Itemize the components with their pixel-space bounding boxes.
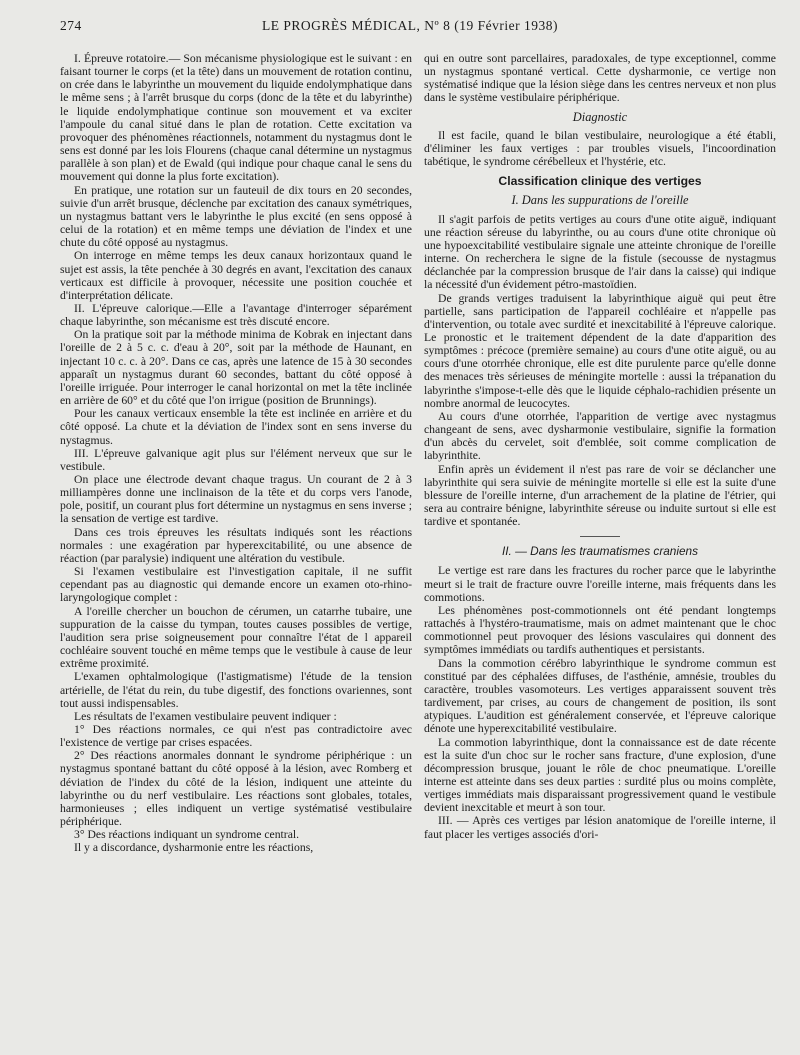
paragraph: Il s'agit parfois de petits vertiges au cours d'une otite aiguë, indiquant une réaction séreuse du labyrinthe, ou au cours d'une otite chronique où une hypoexcitabilité vestibulaire signale une atteinte chronique de l'oreille interne. On recherchera le signe de la fistule (secousse de nystagmus déclanchée par la compression brusque de l'air dans la caisse) qui indique la nécessité d'un évidement pétro-mastoïdien. (424, 212, 776, 292)
paragraph: Au cours d'une otorrhée, l'apparition de vertige avec nystagmus changeant de sens, avec dysharmonie vestibulaire, signifie la formation d'un abcès du cervelet, soit d'emblée, soit comme complication de labyrinthite. (424, 409, 776, 463)
paragraph: 3° Des réactions indiquant un syndrome central. (74, 828, 300, 842)
paragraph: 1° Des réactions normales, ce qui n'est pas contradictoire avec l'existence de vertige par crises espacées. (60, 722, 412, 750)
page-number: 274 (60, 18, 82, 33)
paragraph: I. Épreuve rotatoire.— Son mécanisme physiologique est le suivant : en faisant tourner le corps (et la tête) dans un mouvement de rotation continu, on crée dans le labyrinthe un mouvement du liquide endolymphatique dans le même sens ; à l'arrêt brusque du corps (donc de la tête et du labyrinthe) le liquide endolymphatique continue son mouvement et va exciter l'ampoule du canal situé dans le plan de rotation. Cette excitation va provoquer des phénomènes réactionnels, notamment du nystagmus dont le sens est donné par les lois Flourens (chaque canal détermine un nystagmus parallèle à son plan) et de Ewald (qui indique pour chaque canal le sens du mouvement qui donne la plus forte excitation). (60, 52, 412, 184)
section-heading-classification: Classification clinique des vertiges (498, 174, 702, 189)
divider (580, 536, 620, 537)
paragraph: Il y a discordance, dysharmonie entre les réactions, (74, 841, 314, 855)
paragraph: Les phénomènes post-commotionnels ont été pendant longtemps rattachés à l'hystéro-traumatisme, mais on admet maintenant que le choc commotionnel peut provoquer des lésions vasculaires qui donnent des symptômes immédiats ou tardifs authentiques et persistants. (424, 603, 776, 657)
paragraph: A l'oreille chercher un bouchon de cérumen, un catarrhe tubaire, une suppuration de la caisse du tympan, toutes causes possibles de vertige, l'audition sera prise soigneusement pour connaître l'état de l appareil cochléaire souvent touché en même temps que le vestibule à cause de leur extrême proximité. (60, 604, 412, 671)
section-heading-diagnostic: Diagnostic (572, 109, 628, 124)
paragraph: Les résultats de l'examen vestibulaire peuvent indiquer : (74, 709, 337, 723)
left-column (60, 52, 412, 1047)
paragraph: La commotion labyrinthique, dont la connaissance est de date récente est la suite d'un choc sur le rocher sans fracture, d'une explosion, d'une décompression brusque, jouant le rôle de choc pneumatique. L'oreille interne est atteinte dans ses deux parties : surdité plus ou moins complète, vertiges immédiats mais disparaissant progressivement quand le vestibule devient inexcitable et meurt à son tour. (424, 735, 776, 815)
journal-title: LE PROGRÈS MÉDICAL, Nº 8 (19 Février 1938) (262, 18, 558, 33)
paragraph: On interroge en même temps les deux canaux horizontaux quand le sujet est assis, la tête penchée à 30 degrés en avant, l'excitation des canaux verticaux est difficile à provoquer, nécessite une position couchée et d'interprétation délicate. (60, 249, 412, 302)
paragraph: III. — Après ces vertiges par lésion anatomique de l'oreille interne, il faut placer les vertiges associés d'ori- (424, 814, 776, 841)
running-header (60, 18, 760, 36)
paragraph: Le vertige est rare dans les fractures du rocher parce que le labyrinthe meurt si le trait de fracture ouvre l'oreille interne, mais fréquents dans les commotions. (424, 564, 776, 604)
paragraph: III. L'épreuve galvanique agit plus sur l'élément nerveux que sur le vestibule. (60, 446, 412, 473)
subsection-heading: I. Dans les suppurations de l'oreille (511, 193, 689, 208)
paragraph: Enfin après un évidement il n'est pas rare de voir se déclancher une labyrinthite qui sera suivie de méningite mortelle si elle est la suite d'une blessure de l'oreille interne, d'un arrachement de la platine de l'étrier, qui sera au contraire bénigne, labyrinthite séreuse ou induite surtout si elle est tardive et spontanée. (424, 462, 776, 529)
paragraph: qui en outre sont parcellaires, paradoxales, de type exceptionnel, comme un nystagmus spontané vertical. Cette dysharmonie, ce vertige non systématisé indique que la lésion siège dans les centres nerveux et non plus dans le système vestibulaire périphérique. (424, 52, 776, 105)
paragraph: On place une électrode devant chaque tragus. Un courant de 2 à 3 milliampères donne une inclinaison de la tête et du corps vers l'anode, pole, positif, un courant plus fort détermine un nystagmus en sens inverse ; la sensation de vertige est tardive. (60, 473, 412, 526)
paragraph: On la pratique soit par la méthode minima de Kobrak en injectant dans l'oreille de 2 à 5 c. c. d'eau à 20°, soit par la méthode de Haunant, en injectant 10 c. c. à 20°. Dans ce cas, après une latence de 15 à 30 secondes apparaît un nystagmus durant 60 secondes, battant du côté opposé à l'oreille irriguée. Pour interroger le canal horizontal on met la tête inclinée en arrière de 60° et du côté que l'on irrigue (position de Brunnings). (60, 328, 412, 408)
subsection-heading: II. — Dans les traumatismes craniens (501, 544, 699, 559)
paragraph: Pour les canaux verticaux ensemble la tête est inclinée en arrière et du côté opposé. La chute et la déviation de l'index sont en sens inverse du nystagmus. (60, 407, 412, 447)
paragraph: 2° Des réactions anormales donnant le syndrome périphérique : un nystagmus spontané battant du côté opposé à la lésion, avec Romberg et déviation de l'index du côté de la lésion, indiquent une atteinte du labyrinthe ou du nerf vestibulaire. Les réactions sont globales, totales, harmonieuses ; elles indiquent un vertige systématisé vestibulaire périphérique. (60, 749, 412, 829)
paragraph: Dans la commotion cérébro labyrinthique le syndrome commun est constitué par des céphalées diffuses, de l'asthénie, amnésie, troubles du caractère, troubles vasomoteurs. Les vertiges apparaissent souvent très tardivement, par crises, au cours de changement de position, ils sont atypiques. L'audition est généralement conservée, et l'épreuve calorique dénote une hyperexcitabilité vestibulaire. (424, 656, 776, 736)
paragraph: L'examen ophtalmologique (l'astigmatisme) l'étude de la tension artérielle, de l'état du rein, du tube digestif, des fonctions ovariennes, sont tout aussi indispensables. (60, 670, 412, 710)
paragraph: II. L'épreuve calorique.—Elle a l'avantage d'interroger séparément chaque labyrinthe, son mécanisme est très discuté encore. (60, 301, 412, 329)
paragraph: En pratique, une rotation sur un fauteuil de dix tours en 20 secondes, suivie d'un arrêt brusque, déclenche par excitation des canaux symétriques, un nystagmus battant vers le labyrinthe le plus excité (en sens opposé à celui de la rotation) et en même temps une déviation de l'index et une chute du côté opposé au nystagmus. (60, 183, 412, 250)
paragraph: Il est facile, quand le bilan vestibulaire, neurologique a été établi, d'éliminer les faux vertiges : par troubles visuels, l'incoordination tabétique, le syndrome cérébelleux et l'hystérie, etc. (424, 128, 776, 169)
right-column (424, 52, 776, 1047)
paragraph: Dans ces trois épreuves les résultats indiqués sont les réactions normales : une exagération par hyperexcitabilité, ou une absence de réaction (par paralysie) indiquent une altération du vestibule. (60, 525, 412, 565)
paragraph: De grands vertiges traduisent la labyrinthique aiguë qui peut être partielle, sans participation de l'appareil cochléaire et n'appelle pas d'intervention, ou totale avec surdité et inexcitabilité à l'épreuve calorique. Le pronostic et le traitement dépendent de la date d'apparition des symptômes : précoce (première semaine) au cours d'une otite aiguë, ou au cours d'une otorrhée chronique, elle est dite purulente parce qu'elle donne des menaces très sérieuses de méningite mortelle : aussi la trépanation du labyrinthe s'impose-t-elle dès que le liquide céphalo-rachidien présente un nombre anormal de leucocytes. (424, 291, 776, 410)
paragraph: Si l'examen vestibulaire est l'investigation capitale, il ne suffit cependant pas au diagnostic qui demande encore un examen oto-rhino-laryngologique complet : (60, 565, 412, 605)
